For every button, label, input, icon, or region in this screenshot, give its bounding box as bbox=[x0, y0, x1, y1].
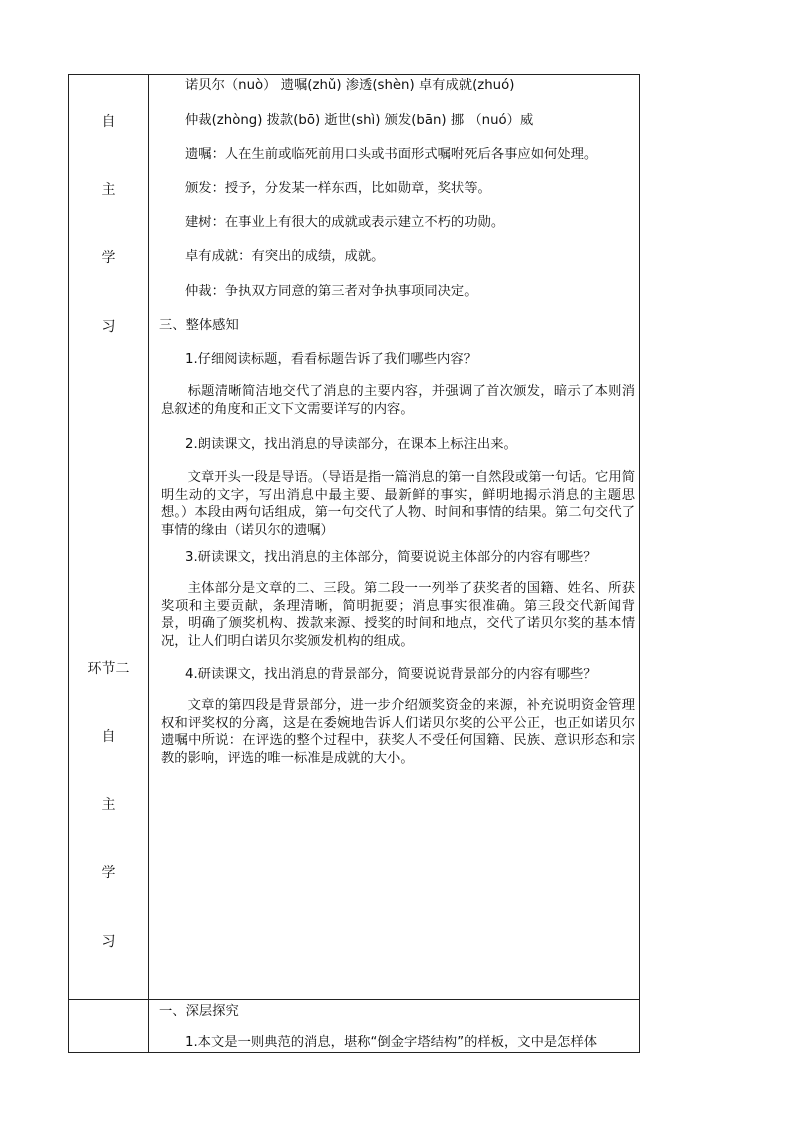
question: 1.本文是一则典范的消息，堪称“倒金字塔结构”的样板，文中是怎样体 bbox=[185, 1035, 598, 1050]
answer: 主体部分是文章的二、三段。第二段一一列举了获奖者的国籍、姓名、所获奖项和主要贡献，条理清晰，简明扼要；消息事实很准确。第三段交代新闻背景，明确了颁奖机构、拨款来源、授奖的时间和地点，交代了诺贝尔奖的基本情况，让人们明白诺贝尔奖颁发机构的组成。 bbox=[161, 581, 635, 649]
answer: 标题清晰简洁地交代了消息的主要内容，并强调了首次颁发，暗示了本则消息叙述的角度和正文下文需要详写的内容。 bbox=[161, 384, 635, 417]
question: 4.研读课文，找出消息的背景部分，简要说说背景部分的内容有哪些？ bbox=[185, 667, 597, 682]
section-heading: 三、整体感知 bbox=[159, 318, 239, 333]
side-label-char: 学 bbox=[101, 250, 116, 266]
answer: 文章开头一段是导语。（导语是指一篇消息的第一自然段或第一句话。它用简明生动的文字，写出消息中最主要、最新鲜的事实，鲜明地揭示消息的主题思想。）本段由两句话组成，第一句交代了人物、时间和事情的结果。第二句交代了事情的缘由（诺贝尔的遗嘱） bbox=[161, 470, 635, 538]
side-label-char: 主 bbox=[101, 797, 116, 813]
definition: 仲裁：争执双方同意的第三者对争执事项同决定。 bbox=[185, 284, 478, 299]
answer: 文章的第四段是背景部分，进一步介绍颁奖资金的来源，补充说明资金管理权和评奖权的分离，这是在委婉地告诉人们诺贝尔奖的公平公正，也正如诺贝尔遗嘱中所说：在评选的整个过程中，获奖人不受任何国籍、民族、意识形态和宗教的影响，评选的唯一标准是成就的大小。 bbox=[161, 698, 635, 766]
deep-exploration-content bbox=[149, 1000, 639, 1052]
definition: 颁发：授予，分发某一样东西，比如勋章，奖状等。 bbox=[185, 181, 491, 196]
side-label-char: 学 bbox=[101, 865, 116, 881]
section-label-stage2: 环节二 bbox=[87, 661, 130, 677]
question: 3.研读课文，找出消息的主体部分，简要说说主体部分的内容有哪些？ bbox=[185, 550, 597, 565]
definition: 建树：在事业上有很大的成就或表示建立不朽的功勋。 bbox=[185, 215, 505, 230]
pinyin-line: 诺贝尔（nuò） 遗嘱(zhǔ) 渗透(shèn) 卓有成就(zhuó) bbox=[185, 78, 515, 93]
lesson-table bbox=[68, 74, 640, 1053]
section-heading: 一、深层探究 bbox=[159, 1004, 239, 1019]
question: 2.朗读课文，找出消息的导读部分，在课本上标注出来。 bbox=[185, 437, 517, 452]
side-label-char: 习 bbox=[101, 319, 116, 335]
definition: 遗嘱：人在生前或临死前用口头或书面形式嘱咐死后各事应如何处理。 bbox=[185, 147, 598, 162]
self-study-content bbox=[149, 75, 639, 999]
question: 1.仔细阅读标题，看看标题告诉了我们哪些内容？ bbox=[185, 352, 477, 367]
side-label-char: 习 bbox=[101, 934, 116, 950]
side-label-char: 主 bbox=[101, 182, 116, 198]
definition: 卓有成就：有突出的成绩，成就。 bbox=[185, 249, 385, 264]
pinyin-line: 仲裁(zhòng) 拨款(bō) 逝世(shì) 颁发(bān) 挪 （nuó）威 bbox=[185, 113, 534, 128]
side-label-char: 自 bbox=[101, 729, 116, 745]
side-label-char: 自 bbox=[101, 114, 116, 130]
